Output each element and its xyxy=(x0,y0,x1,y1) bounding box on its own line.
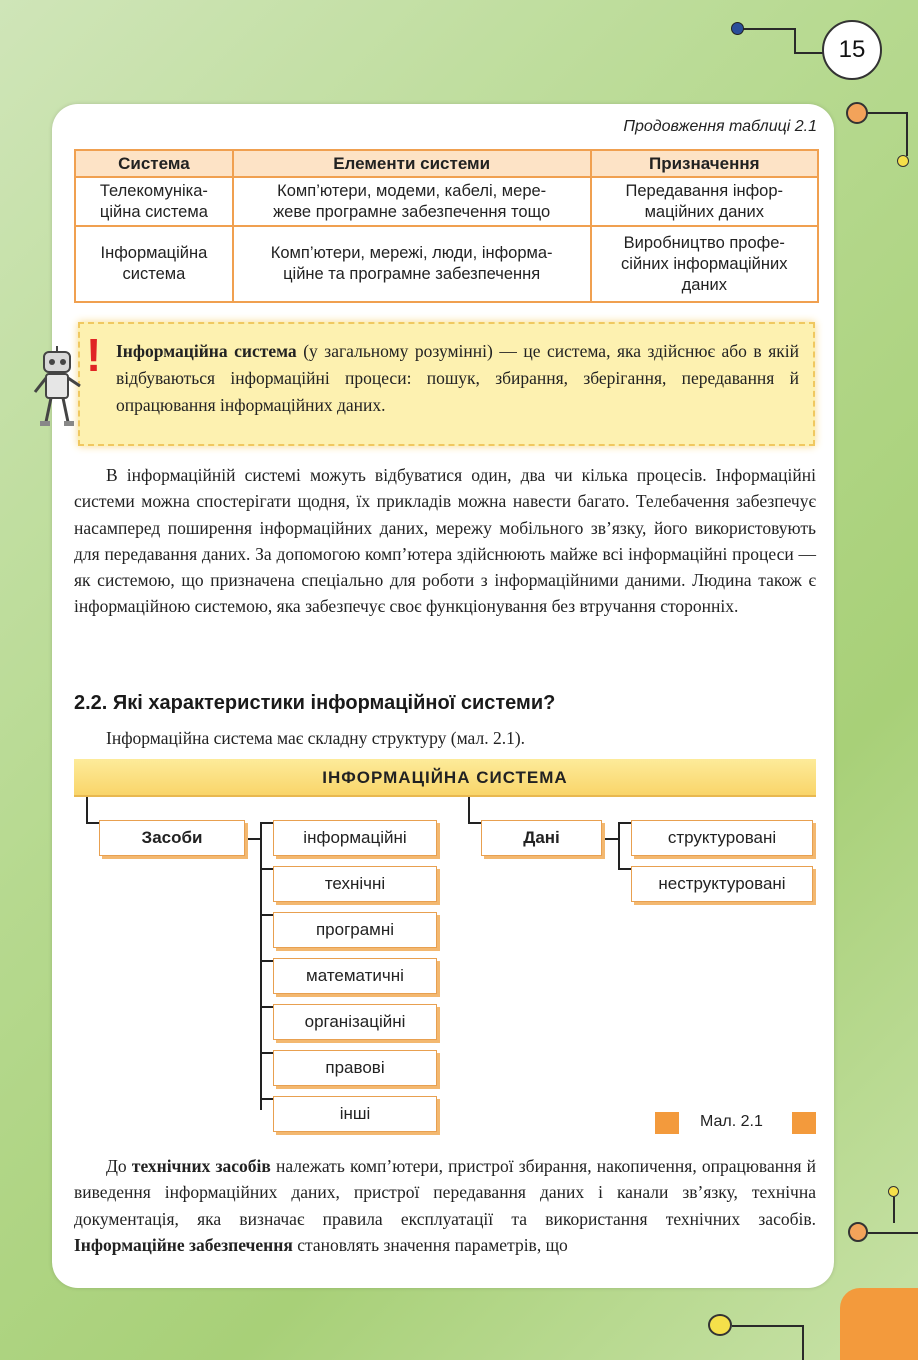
exclamation-icon: ! xyxy=(86,329,102,381)
table-header-cell: Призначення xyxy=(591,150,818,177)
section-heading: 2.2. Які характеристики інформаційної системи? xyxy=(74,692,556,714)
bold-term: Інформаційне забезпечення xyxy=(74,1234,293,1255)
connector xyxy=(260,822,274,824)
table-header-row xyxy=(75,150,818,177)
tools-item: організаційні xyxy=(273,1004,437,1040)
connector xyxy=(618,822,620,870)
table-row xyxy=(75,177,818,226)
decor-dot xyxy=(708,1314,732,1336)
section-intro: Інформаційна система має складну структуру (мал. 2.1). xyxy=(106,728,526,748)
figure-marker xyxy=(655,1112,679,1134)
branch-data: Дані xyxy=(481,820,602,856)
tools-item: математичні xyxy=(273,958,437,994)
connector xyxy=(248,838,260,840)
table-cell: Передавання інфор- маційних даних xyxy=(591,177,818,226)
connector xyxy=(468,822,482,824)
decor-dot xyxy=(888,1186,899,1197)
decor-dot xyxy=(731,22,744,35)
table-cell: Телекомуніка- ційна система xyxy=(75,177,233,226)
tools-item: правові xyxy=(273,1050,437,1086)
tools-item: технічні xyxy=(273,866,437,902)
systems-table xyxy=(74,149,819,303)
connector xyxy=(618,822,632,824)
figure-label: Мал. 2.1 xyxy=(700,1113,763,1130)
connector xyxy=(260,1098,274,1100)
definition-term: Інформаційна система xyxy=(116,341,297,361)
connector xyxy=(260,914,274,916)
connector xyxy=(604,838,618,840)
decor-line xyxy=(868,1232,918,1234)
table-caption: Продовження таблиці 2.1 xyxy=(623,118,817,135)
decor-line xyxy=(868,112,908,114)
connector xyxy=(260,1052,274,1054)
figure-marker xyxy=(792,1112,816,1134)
data-item: структуровані xyxy=(631,820,813,856)
corner-tab xyxy=(840,1288,918,1360)
decor-line xyxy=(742,28,794,30)
definition-text xyxy=(116,338,799,419)
diagram-root: ІНФОРМАЦІЙНА СИСТЕМА xyxy=(74,759,816,797)
paragraph: В інформаційній системі можуть відбуватися один, два чи кілька процесів. Інформаційні системи можна спостерігати щодня, їх прикладів можна навести багато. Телебачення забезпечує насамперед поширення інформаційних даних, мережу мобільного зв’язку, його використовують для передавання даних. За допомогою комп’ютера здійснюють майже всі інформаційні процеси — як системою, що призначена спеціально для роботи з інформаційними даними. Людина також є інформаційною системою, яка забезпечує своє функціонування без втручання сторонніх. xyxy=(74,465,816,617)
decor-line xyxy=(732,1325,802,1327)
connector xyxy=(468,797,470,823)
branch-tools: Засоби xyxy=(99,820,245,856)
connector xyxy=(86,797,88,823)
decor-line xyxy=(893,1197,895,1223)
decor-dot xyxy=(848,1222,868,1242)
connector xyxy=(260,822,262,1110)
robot-icon xyxy=(32,346,84,430)
table-cell: Виробництво профе- сійних інформаційних даних xyxy=(591,226,818,302)
data-item: неструктуровані xyxy=(631,866,813,902)
decor-line xyxy=(794,52,824,54)
table-cell: Інформаційна система xyxy=(75,226,233,302)
page-number: 15 xyxy=(822,20,882,80)
table-cell: Комп’ютери, мережі, люди, інформа- ційне та програмне забезпечення xyxy=(233,226,591,302)
table-header-cell: Система xyxy=(75,150,233,177)
decor-line xyxy=(802,1325,804,1360)
bold-term: технічних засобів xyxy=(131,1156,271,1176)
table-header-cell: Елементи системи xyxy=(233,150,591,177)
decor-line xyxy=(906,112,908,156)
connector xyxy=(618,868,632,870)
connector xyxy=(260,1006,274,1008)
text-run: належать комп’ютери, пристрої збирання, накопичення, опрацювання й виведення інформаційних даних, пристрої передавання даних і канали зв’язку, технічна документація, яка визначає правила експлуатації та використання технічних засобів. xyxy=(74,1156,816,1229)
connector xyxy=(260,868,274,870)
text-run: становлять значення параметрів, що xyxy=(292,1234,568,1255)
tools-item: інформаційні xyxy=(273,820,437,856)
table-cell: Комп’ютери, модеми, кабелі, мере- жеве програмне забезпечення тощо xyxy=(233,177,591,226)
paragraph xyxy=(74,1153,816,1258)
definition-body: (у загальному розумінні) — це система, яка здійснює або в якій відбуваються інформаційні процеси: пошук, збирання, зберігання, передавання й опрацювання інформаційних даних. xyxy=(116,341,799,415)
tools-item: програмні xyxy=(273,912,437,948)
tools-item: інші xyxy=(273,1096,437,1132)
table-row xyxy=(75,226,818,302)
decor-dot xyxy=(846,102,868,124)
decor-line xyxy=(794,28,796,52)
decor-dot xyxy=(897,155,909,167)
connector xyxy=(260,960,274,962)
connector xyxy=(86,822,100,824)
text-run: До xyxy=(106,1156,132,1176)
